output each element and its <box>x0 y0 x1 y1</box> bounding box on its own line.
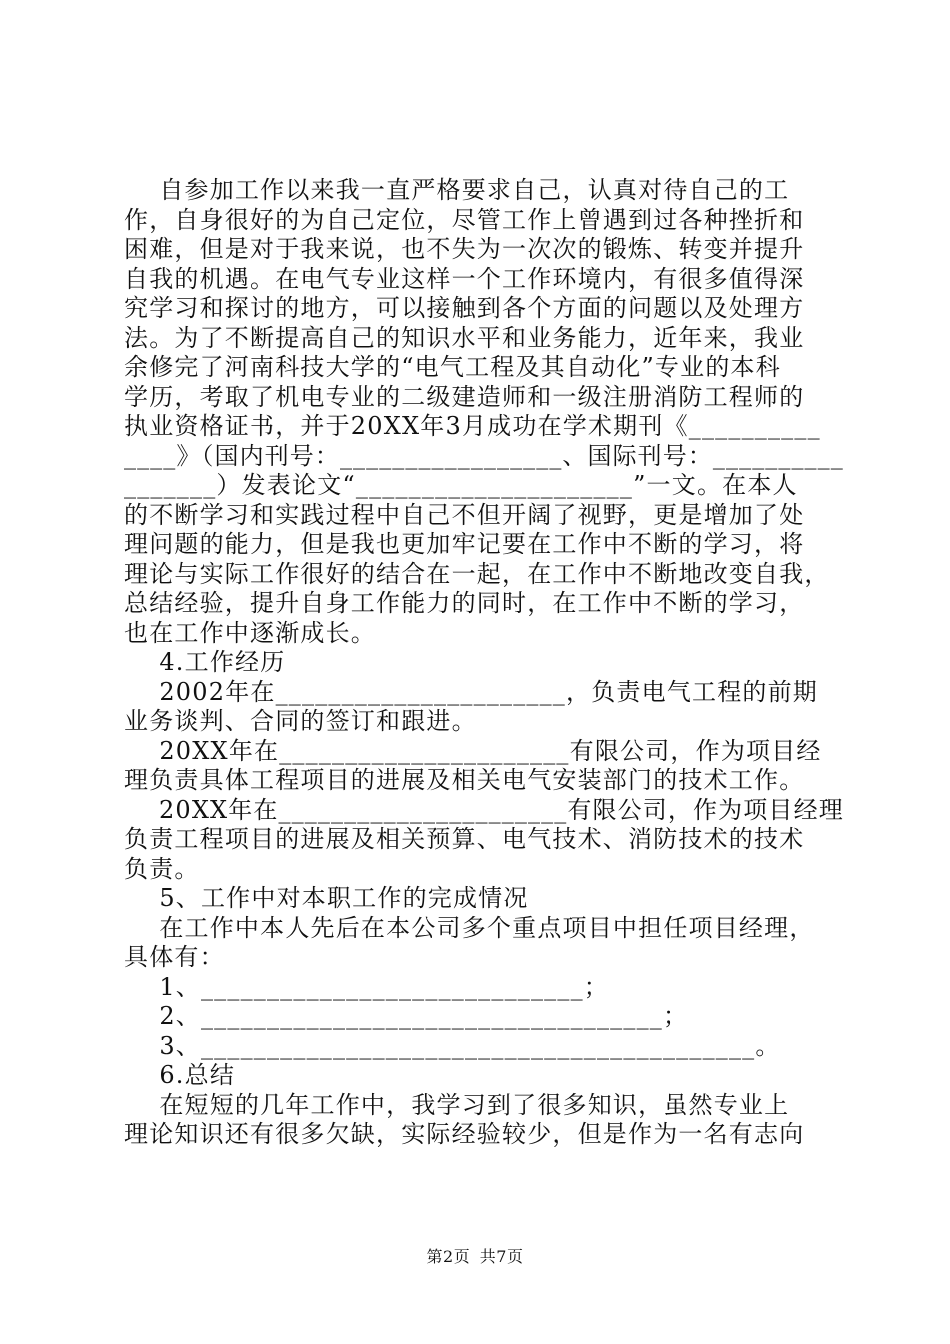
text-line: _______）发表论文“_____________________”一文。在本人 <box>124 471 798 499</box>
text-line: 负责。 <box>124 854 200 883</box>
text-line: 2002年在______________________，负责电气工程的前期 <box>124 677 818 706</box>
text-line: 自参加工作以来我一直严格要求自己，认真对待自己的工 <box>124 176 790 204</box>
text-line: 20XX年在______________________有限公司，作为项目经 <box>124 736 822 765</box>
text-line: 余修完了河南科技大学的“电气工程及其自动化”专业的本科 <box>124 353 781 381</box>
text-line: 负责工程项目的进展及相关预算、电气技术、消防技术的技术 <box>124 825 805 853</box>
text-line: 也在工作中逐渐成长。 <box>124 618 376 647</box>
text-line: 在工作中本人先后在本公司多个重点项目中担任项目经理， <box>124 913 815 942</box>
page-footer <box>0 1244 950 1267</box>
list-item: 3、__________________________________________。 <box>124 1031 781 1060</box>
text-line: 总结经验，提升自身工作能力的同时，在工作中不断的学习， <box>124 589 805 617</box>
text-line: 业务谈判、合同的签订和跟进。 <box>124 707 477 735</box>
section-heading: 5、工作中对本职工作的完成情况 <box>124 884 529 912</box>
section-heading: 6.总结 <box>124 1061 236 1089</box>
text-line: 执业资格证书，并于20XX年3月成功在学术期刊《__________ <box>124 412 821 440</box>
document-body <box>124 176 844 1150</box>
text-line: 的不断学习和实践过程中自己不但开阔了视野，更是增加了处 <box>124 500 805 529</box>
text-line: 理问题的能力，但是我也更加牢记要在工作中不断的学习，将 <box>124 530 805 558</box>
text-line: 理负责具体工程项目的进展及相关电气安装部门的技术工作。 <box>124 766 805 794</box>
text-line: 学历，考取了机电专业的二级建造师和一级注册消防工程师的 <box>124 382 805 411</box>
text-line: 作，自身很好的为自己定位，尽管工作上曾遇到过各种挫折和 <box>124 205 805 234</box>
text-line: 具体有： <box>124 943 225 971</box>
text-line: 在短短的几年工作中，我学习到了很多知识，虽然专业上 <box>124 1090 790 1119</box>
text-line: 理论知识还有很多欠缺，实际经验较少，但是作为一名有志向 <box>124 1120 805 1148</box>
text-line: 自我的机遇。在电气专业这样一个工作环境内，有很多值得深 <box>124 264 805 293</box>
text-line: 困难，但是对于我来说，也不失为一次次的锻炼、转变并提升 <box>124 235 805 263</box>
page-number: 第2页 <box>426 1247 471 1266</box>
text-line: ____》（国内刊号：_________________、国际刊号：__________ <box>124 441 844 470</box>
page-total: 共7页 <box>479 1247 524 1266</box>
text-line: 究学习和探讨的地方，可以接触到各个方面的问题以及处理方 <box>124 294 805 322</box>
text-line: 20XX年在______________________有限公司，作为项目经理 <box>124 795 844 824</box>
text-line: 理论与实际工作很好的结合在一起，在工作中不断地改变自我， <box>124 559 830 588</box>
list-item: 1、_____________________________； <box>124 972 609 1001</box>
section-heading: 4.工作经历 <box>124 648 286 676</box>
list-item: 2、___________________________________； <box>124 1002 689 1030</box>
text-line: 法。为了不断提高自己的知识水平和业务能力，近年来，我业 <box>124 323 805 352</box>
